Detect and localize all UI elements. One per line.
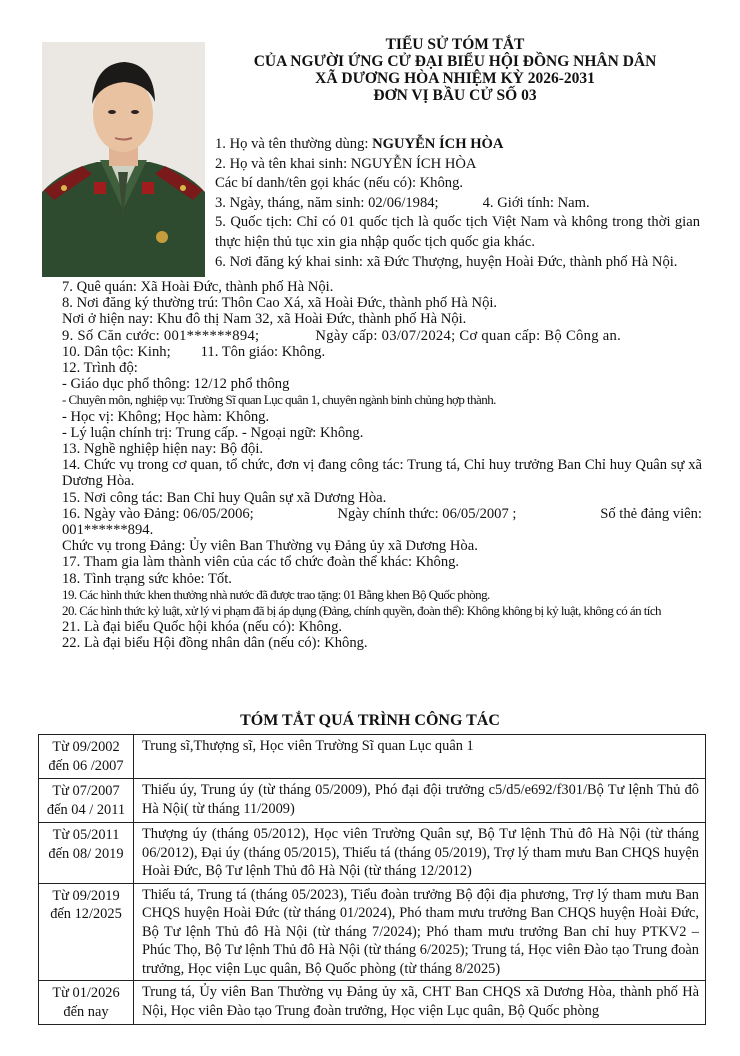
document-term: XÃ DƯƠNG HÒA NHIỆM KỲ 2026-2031 bbox=[315, 70, 595, 87]
description-cell: Thiếu tá, Trung tá (tháng 05/2023), Tiểu đoàn trưởng Bộ đội địa phương, Trợ lý tham mưu Ban CHQS huyện Hoài Đức (từ tháng 01/2024), Phó tham mưu trưởng Ban CHQS huyện Hoài Đức, Bộ Tư lệnh Thủ đô Hà Nội (từ tháng 7/2024); Phó tham mưu trưởng Ban chỉ huy PTKV2 – Phúc Thọ, Bộ Tư lệnh Thủ đô Hà Nội (từ tháng 6/2025); Trung tá, Học viên Đào tạo Trung đoàn trưởng, Học viện Lục quân, Bộ Quốc phòng (từ tháng 8/2025) bbox=[134, 883, 706, 981]
table-row bbox=[39, 735, 706, 779]
field-national-assembly: 21. Là đại biểu Quốc hội khóa (nếu có): Không. bbox=[62, 619, 343, 636]
field-aliases: Các bí danh/tên gọi khác (nếu có): Không. bbox=[215, 175, 464, 192]
period-cell: Từ 09/2002 đến 06 /2007 bbox=[39, 735, 134, 779]
period-cell: Từ 07/2007 đến 04 / 2011 bbox=[39, 779, 134, 823]
document-title: TIỂU SỬ TÓM TẮT bbox=[385, 36, 525, 53]
table-row bbox=[39, 981, 706, 1025]
table-row bbox=[39, 883, 706, 981]
field-ethnicity-religion: 10. Dân tộc: Kinh; 11. Tôn giáo: Không. bbox=[62, 343, 326, 360]
field-birth-name: 2. Họ và tên khai sinh: NGUYỄN ÍCH HÒA bbox=[215, 155, 477, 172]
field-birth-gender bbox=[215, 194, 700, 214]
portrait-illustration bbox=[42, 42, 205, 277]
table-row bbox=[39, 823, 706, 884]
field-political-theory: - Lý luận chính trị: Trung cấp. - Ngoại ngữ: Không. bbox=[62, 424, 364, 441]
field-specialty: - Chuyên môn, nghiệp vụ: Trường Sĩ quan Lục quân 1, chuyên ngành binh chủng hợp thành. bbox=[62, 392, 496, 408]
field-party-position: Chức vụ trong Đảng: Ủy viên Ban Thường vụ Đảng ủy xã Dương Hòa. bbox=[62, 538, 478, 555]
field-party-dates: 16. Ngày vào Đảng: 06/05/2006; Ngày chính thức: 06/05/2007 ; Số thẻ đảng viên: bbox=[62, 505, 702, 522]
candidate-name: NGUYỄN ÍCH HÒA bbox=[372, 136, 504, 152]
field-organizations: 17. Tham gia làm thành viên của các tổ chức đoàn thể khác: Không. bbox=[62, 554, 460, 571]
field-common-name: 1. Họ và tên thường dùng: NGUYỄN ÍCH HÒA bbox=[215, 136, 504, 152]
description-cell: Thiếu úy, Trung úy (từ tháng 05/2009), Phó đại đội trưởng c5/d5/e692/f301/Bộ Tư lệnh Thủ đô Hà Nội( từ tháng 11/2009) bbox=[134, 779, 706, 823]
field-peoples-council: 22. Là đại biểu Hội đồng nhân dân (nếu có): Không. bbox=[62, 635, 368, 652]
field-current-address: Nơi ở hiện nay: Khu đô thị Nam 32, xã Hoài Đức, thành phố Hà Nội. bbox=[62, 311, 467, 328]
field-education: 12. Trình độ: bbox=[62, 360, 138, 377]
field-health: 18. Tình trạng sức khỏe: Tốt. bbox=[62, 570, 232, 587]
field-birth-registration: 6. Nơi đăng ký khai sinh: xã Đức Thượng, huyện Hoài Đức, thành phố Hà Nội. bbox=[215, 253, 678, 270]
description-cell: Trung sĩ,Thượng sĩ, Học viên Trường Sĩ quan Lục quân 1 bbox=[134, 735, 706, 779]
field-position: 14. Chức vụ trong cơ quan, tổ chức, đơn vị đang công tác: Trung tá, Chỉ huy trưởng Ban Chỉ huy Quân sự xã Dương Hòa. bbox=[62, 457, 702, 490]
field-hometown: 7. Quê quán: Xã Hoài Đức, thành phố Hà Nội. bbox=[62, 279, 334, 295]
document-subtitle: CỦA NGƯỜI ỨNG CỬ ĐẠI BIỂU HỘI ĐỒNG NHÂN DÂN bbox=[253, 53, 657, 70]
field-nationality: 5. Quốc tịch: Chỉ có 01 quốc tịch là quốc tịch Việt Nam và không trong thời gian thực hiện thủ tục xin gia nhập quốc tịch quốc gia khác. bbox=[215, 214, 700, 250]
field-discipline: 20. Các hình thức kỷ luật, xử lý vi phạm đã bị áp dụng (Đảng, chính quyền, đoàn thể): Không không bị kỷ luật, không có án tích bbox=[62, 603, 662, 619]
personal-info-top bbox=[215, 135, 700, 272]
description-cell: Thượng úy (tháng 05/2012), Học viên Trường Quân sự, Bộ Tư lệnh Thủ đô Hà Nội (từ tháng 06/2012), Đại úy (tháng 05/2015), Thiếu tá (tháng 05/2019), Trợ lý tham mưu Ban CHQS huyện Hoài Đức, Bộ Tư lệnh Thủ đô Hà Nội (từ tháng 12/2012) bbox=[134, 823, 706, 884]
period-cell: Từ 01/2026 đến nay bbox=[39, 981, 134, 1025]
candidate-portrait bbox=[42, 42, 205, 277]
description-cell: Trung tá, Ủy viên Ban Thường vụ Đảng ủy xã, CHT Ban CHQS xã Dương Hòa, thành phố Hà Nội, Học viên Đào tạo Trung đoàn trưởng, Học viện Lục quân, Bộ Quốc phòng bbox=[134, 981, 706, 1025]
field-birthdate: 3. Ngày, tháng, năm sinh: 02/06/1984; bbox=[215, 194, 439, 211]
field-permanent-address: 8. Nơi đăng ký thường trú: Thôn Cao Xá, xã Hoài Đức, thành phố Hà Nội. bbox=[62, 295, 498, 312]
personal-info-body bbox=[62, 279, 702, 652]
field-general-education: - Giáo dục phổ thông: 12/12 phổ thông bbox=[62, 376, 290, 393]
field-awards: 19. Các hình thức khen thưởng nhà nước đã được trao tặng: 01 Bằng khen Bộ Quốc phòng. bbox=[62, 586, 490, 602]
field-gender: 4. Giới tính: Nam. bbox=[482, 194, 590, 211]
field-workplace: 15. Nơi công tác: Ban Chỉ huy Quân sự xã Dương Hòa. bbox=[62, 489, 387, 506]
period-cell: Từ 05/2011 đến 08/ 2019 bbox=[39, 823, 134, 884]
period-cell: Từ 09/2019 đến 12/2025 bbox=[39, 883, 134, 981]
document-header bbox=[250, 36, 660, 104]
work-history-title: TÓM TẮT QUÁ TRÌNH CÔNG TÁC bbox=[240, 712, 500, 729]
field-occupation: 13. Nghề nghiệp hiện nay: Bộ đội. bbox=[62, 441, 264, 458]
field-degree: - Học vị: Không; Học hàm: Không. bbox=[62, 408, 270, 425]
work-history-table bbox=[38, 734, 706, 1025]
field-id-card: 9. Số Căn cước: 001******894; Ngày cấp: 03/07/2024; Cơ quan cấp: Bộ Công an. bbox=[62, 327, 622, 344]
table-row bbox=[39, 779, 706, 823]
field-party-card-number: 001******894. bbox=[62, 522, 154, 539]
electoral-unit: ĐƠN VỊ BẦU CỬ SỐ 03 bbox=[373, 87, 537, 104]
